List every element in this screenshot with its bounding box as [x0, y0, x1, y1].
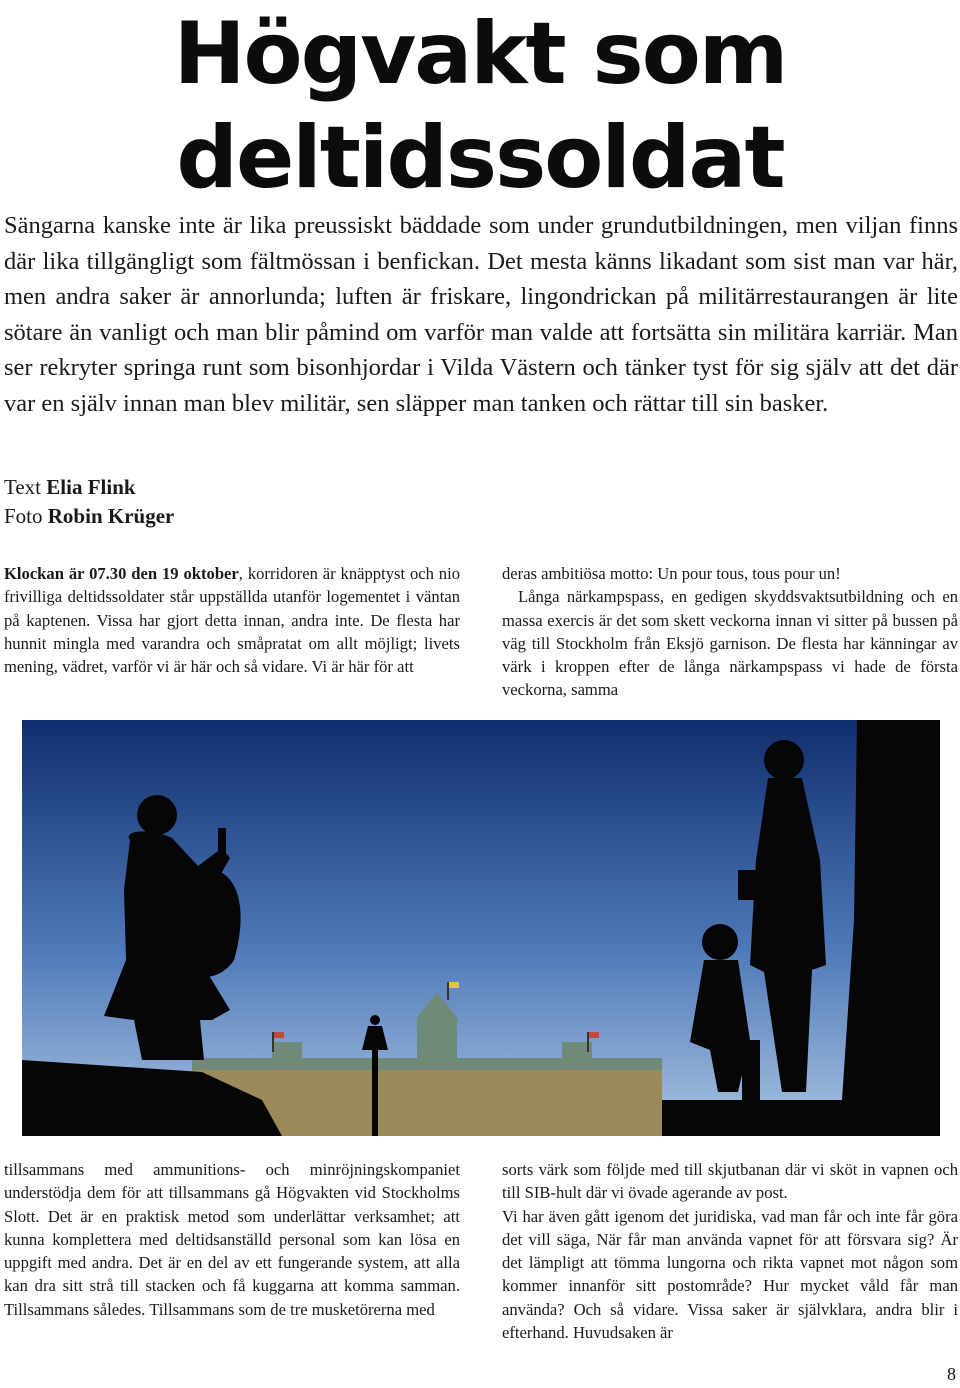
article-ingress: Sängarna kanske inte är lika preussiskt bäddade som under grundutbildningen, men viljan finns där lika tillgängligt som fältmössan i benfickan. Det mesta känns likadant som sist man var här, men andra saker är annorlunda; luften är friskare, lingondrickan på militärrestaurangen är lite sötare än vanligt och man blir påmind om varför man valde att fortsätta sin militära karriär. Man ser rekryter springa runt som bisonhjordar i Vilda Västern och tänker tyst för sig själv att det där var en själv innan man blev militär, sen släpper man tanken och rättar till sin basker.: [4, 212, 958, 417]
column-top-right: [502, 562, 958, 702]
headline-line-1: Högvakt som: [173, 4, 787, 104]
column-bottom-left: tillsammans med ammunitions- och minröjningskompaniet understödja dem för att tillsammans gå Högvakten vid Stockholms Slott. Det är en praktisk metod som underlättar verksamhet; att kunna komplettera med deltidsanställd personal som kan lösa en uppgift med andra. Det är en del av ett fungerande system, att alla kan dra sitt strå till stacken och få kuggarna att komma samman. Tillsammans således. Tillsammans som de tre musketörerna med: [4, 1160, 460, 1319]
byline-text: [4, 473, 136, 501]
column-top-right-p1: deras ambitiösa motto: Un pour tous, tous pour un!: [502, 564, 841, 583]
photographer-name: Robin Krüger: [47, 504, 175, 528]
column-top-right-p2: Långa närkampspass, en gedigen skyddsvaktsutbildning och en massa exercis är det som skett veckorna innan vi sitter på bussen på väg till Stockholm från Eksjö garnison. De flesta har känningar av värk i kroppen efter de långa närkampspass vi hade de första veckorna, samma: [502, 587, 958, 700]
column-bottom-right-p2: Vi har även gått igenom det juridiska, vad man får och inte får göra det vill säga, När får man använda vapnet för att försvara sig? Är det lämpligt att tömma lungorna och rikta vapnet mot någon som kommer innanför sitt postområde? Hur mycket våld får man använda? Och så vidare. Vissa saker är självklara, andra blir i efterhand. Huvudsaken är: [502, 1206, 958, 1343]
byline-photo-label: Foto: [4, 504, 43, 528]
column-bottom-right-p1: sorts värk som följde med till skjutbanan där vi sköt in vapnen och till SIB-hult där vi övade agerande av post.: [502, 1160, 958, 1203]
byline-photo: [4, 502, 174, 530]
page-number: 8: [947, 1364, 956, 1384]
column-top-left-body: , korridoren är knäpptyst och nio frivilliga deltidssoldater står uppställda utanför logementet i väntan på kaptenen. Vissa har gjort detta innan, andra inte. De flesta har hunnit mingla med varandra och småpratat om allt möjligt; livets mening, vädret, varför vi är här och så vidare. Vi är här för att: [4, 564, 460, 677]
headline-line-2: deltidssoldat: [176, 108, 784, 208]
column-lead-in: Klockan är 07.30 den 19 oktober: [4, 564, 239, 583]
column-bottom-right: [502, 1158, 958, 1344]
article-headline: [0, 2, 960, 210]
silhouette-photo: [22, 720, 940, 1136]
author-name: Elia Flink: [46, 475, 136, 499]
column-top-left: [4, 562, 460, 678]
byline-text-label: Text: [4, 475, 42, 499]
